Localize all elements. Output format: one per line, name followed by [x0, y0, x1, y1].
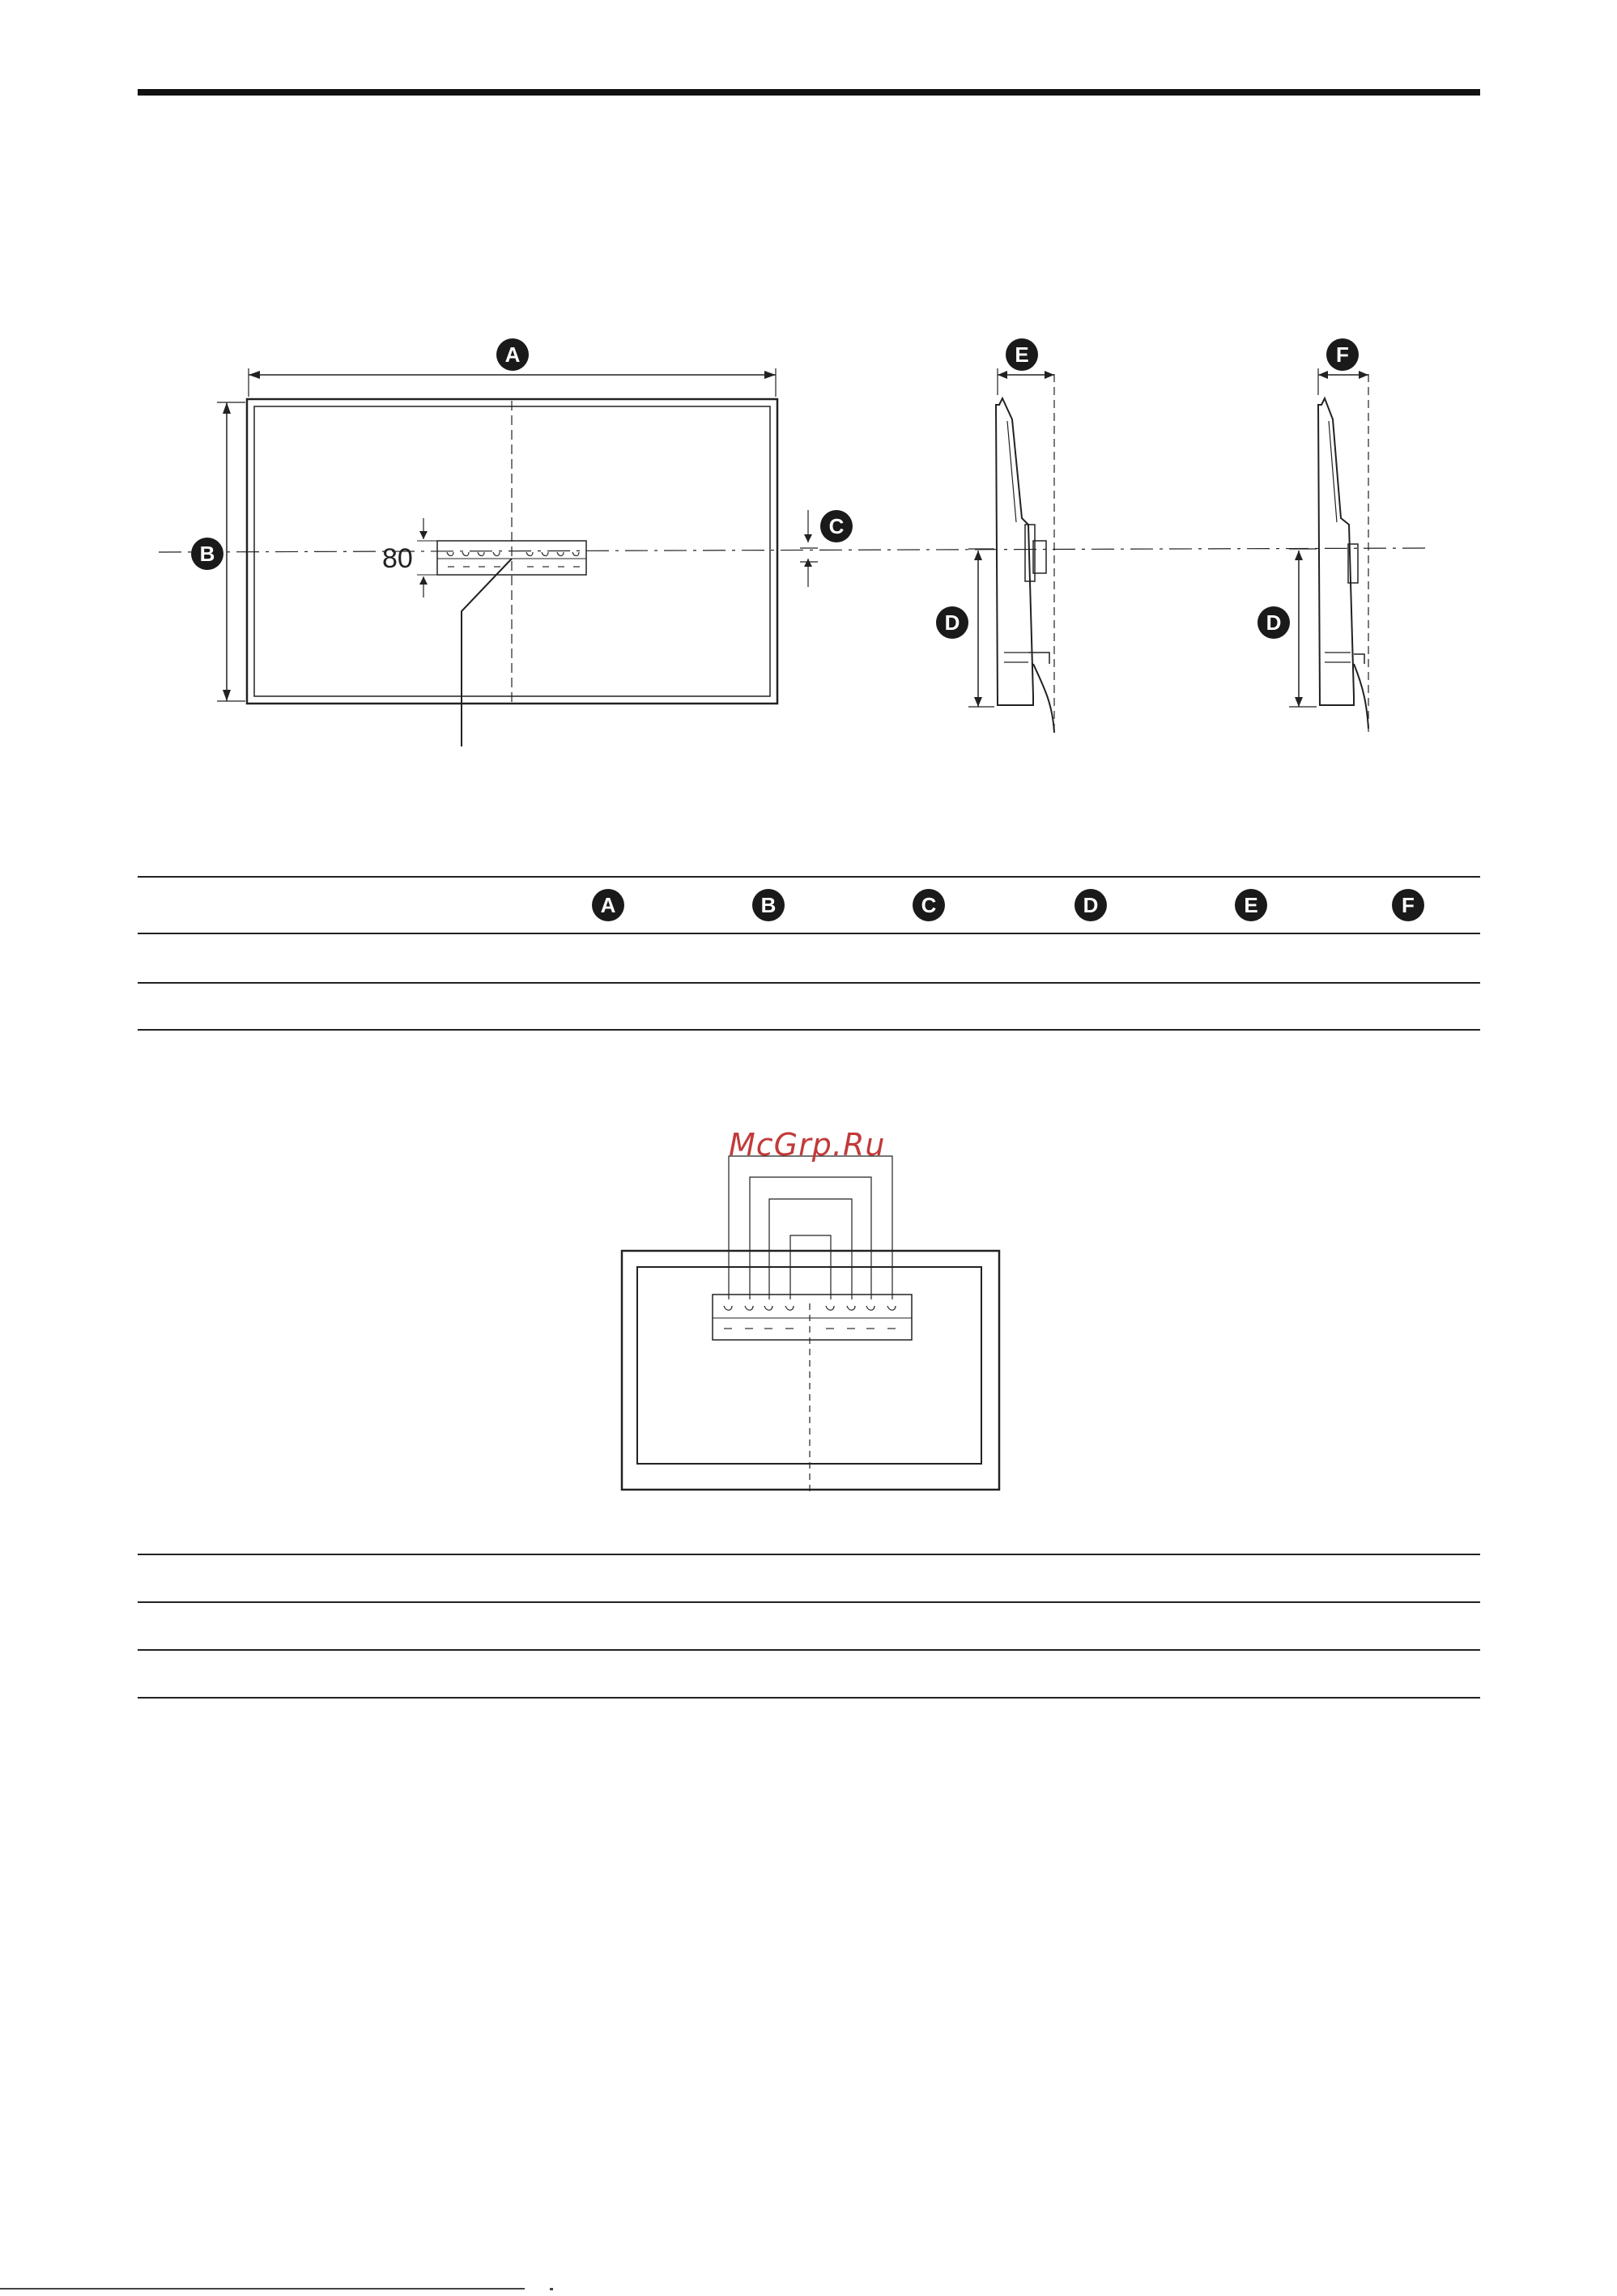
table2-rule-1	[138, 1554, 1480, 1555]
header-badge-d: D	[1074, 889, 1107, 921]
table2-rule-2	[138, 1601, 1480, 1603]
header-badge-b: B	[752, 889, 785, 921]
watermark: McGrp.Ru	[729, 1127, 886, 1163]
table-row-rule-1	[138, 933, 1480, 934]
table2-rule-4	[138, 1697, 1480, 1699]
header-badge-c: C	[913, 889, 945, 921]
label-a-badge: A	[496, 338, 529, 371]
table-bottom-rule	[138, 1029, 1480, 1031]
header-badge-a: A	[592, 889, 624, 921]
label-d-badge-2: D	[1257, 606, 1290, 639]
label-d-badge: D	[936, 606, 968, 639]
label-f-badge: F	[1326, 338, 1359, 371]
table-top-rule	[138, 876, 1480, 878]
label-c-badge: C	[820, 510, 853, 542]
footer-mark	[550, 2288, 553, 2290]
footer-rule	[0, 2288, 525, 2290]
header-badge-f: F	[1392, 889, 1424, 921]
bracket-spacing-label: 80	[382, 543, 413, 574]
table-row-rule-2	[138, 982, 1480, 984]
label-b-badge: B	[191, 538, 223, 570]
header-badge-e: E	[1235, 889, 1267, 921]
label-e-badge: E	[1006, 338, 1038, 371]
table2-rule-3	[138, 1649, 1480, 1651]
